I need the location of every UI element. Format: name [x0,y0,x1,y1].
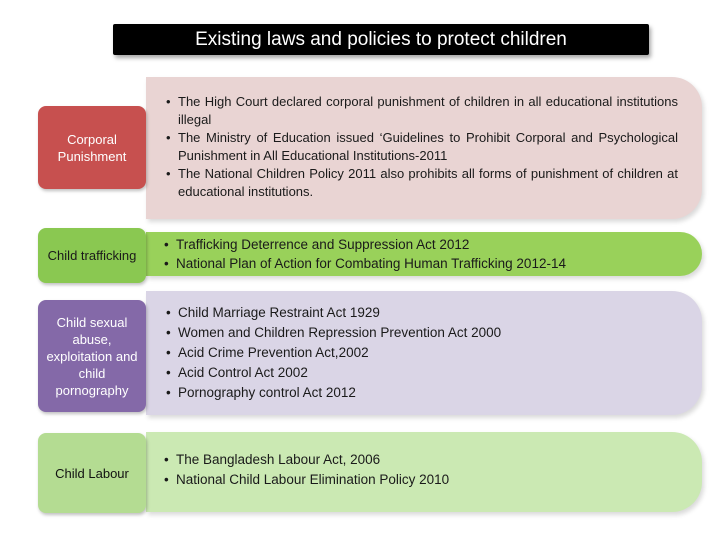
category-child-sexual-abuse [38,300,146,412]
child-labour-list [164,450,684,490]
list-item: • Pornography control Act 2012 [166,383,686,403]
corporal-punishment-list [166,93,678,201]
category-label: Child Labour [55,465,129,481]
category-label: Child trafficking [47,248,137,263]
list-item: • Acid Control Act 2002 [166,363,686,383]
title-banner [113,24,649,55]
child-trafficking-list [164,235,684,273]
list-item: • Child Marriage Restraint Act 1929 [166,303,686,323]
list-item: • The National Children Policy 2011 also prohibits all forms of punishment of children at educational institutions. [166,165,678,201]
list-item: • Acid Crime Prevention Act,2002 [166,343,686,363]
category-child-labour [38,433,146,513]
list-item: • National Plan of Action for Combating Human Trafficking 2012-14 [164,254,684,273]
list-item: • Women and Children Repression Prevention Act 2000 [166,323,686,343]
page-title: Existing laws and policies to protect children [195,28,567,50]
category-corporal-punishment [38,106,146,189]
list-item: • The Bangladesh Labour Act, 2006 [164,450,684,470]
child-labour-panel [146,432,702,512]
list-item: • Trafficking Deterrence and Suppression Act 2012 [164,235,684,254]
list-item: • National Child Labour Elimination Policy 2010 [164,470,684,490]
list-item: • The High Court declared corporal punishment of children in all educational institutions illegal [166,93,678,129]
child-trafficking-panel [146,232,702,276]
category-label: Corporal Punishment [57,131,127,164]
child-sexual-abuse-list [166,303,686,403]
list-item: • The Ministry of Education issued ‘Guidelines to Prohibit Corporal and Psychological Punishment in All Educational Institutions-2011 [166,129,678,165]
category-child-trafficking [38,228,146,283]
corporal-punishment-panel [146,77,702,219]
child-sexual-abuse-panel [146,291,702,415]
category-label: Child sexual abuse, exploitation and child pornography [46,314,138,398]
